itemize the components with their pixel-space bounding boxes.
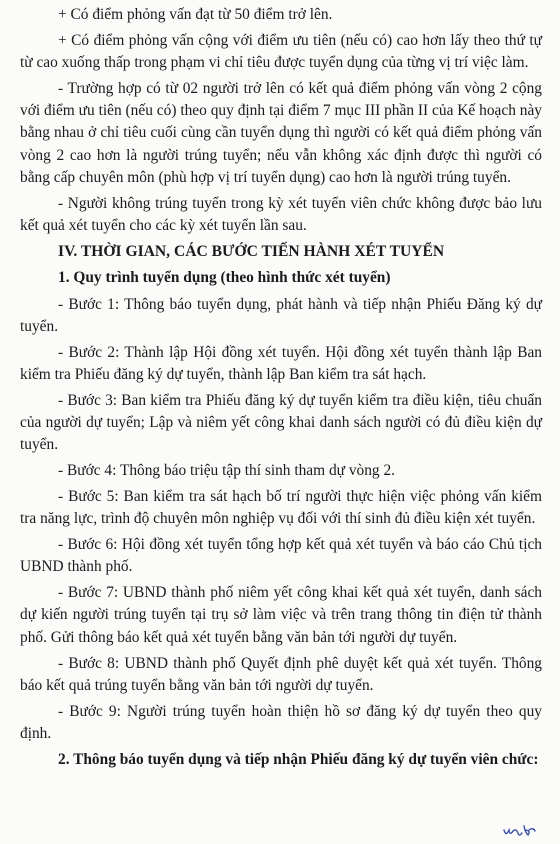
step-item: - Bước 6: Hội đồng xét tuyển tổng hợp kết quả xét tuyển và báo cáo Chủ tịch UBND thành phố.: [20, 536, 542, 576]
subheading-announcement: 2. Thông báo tuyển dụng và tiếp nhận Phiếu đăng ký dự tuyển viên chức:: [58, 750, 539, 768]
paragraph: + Có điểm phỏng vấn cộng với điểm ưu tiên (nếu có) cao hơn lấy theo thứ tự từ cao xuống thấp trong phạm vi chỉ tiêu được tuyển dụng của từng vị trí việc làm.: [20, 31, 542, 72]
step-item: - Bước 1: Thông báo tuyển dụng, phát hành và tiếp nhận Phiếu Đăng ký dự tuyển.: [20, 295, 542, 335]
section-heading: IV. THỜI GIAN, CÁC BƯỚC TIẾN HÀNH XÉT TUYỂN: [58, 242, 445, 260]
step-item: - Bước 2: Thành lập Hội đồng xét tuyển. Hội đồng xét tuyển thành lập Ban kiểm tra Phiếu đăng ký dự tuyển, thành lập Ban kiểm tra sát hạch.: [20, 343, 542, 383]
step-item: - Bước 8: UBND thành phố Quyết định phê duyệt kết quả xét tuyển. Thông báo kết quả trúng tuyển bằng văn bản tới người dự tuyển.: [20, 654, 542, 694]
handwritten-signature: [502, 822, 538, 840]
step-item: - Bước 4: Thông báo triệu tập thí sinh tham dự vòng 2.: [58, 462, 396, 480]
step-item: - Bước 3: Ban kiểm tra Phiếu đăng ký dự tuyển kiểm tra điều kiện, tiêu chuẩn của người dự tuyển; Lập và niêm yết công khai danh sách người có đủ điều kiện dự tuyển.: [20, 391, 542, 454]
paragraph: + Có điểm phỏng vấn đạt từ 50 điểm trở lên.: [58, 6, 333, 23]
paragraph: - Người không trúng tuyển trong kỳ xét tuyển viên chức không được bảo lưu kết quả xét tuyển cho các kỳ xét tuyển lần sau.: [20, 194, 542, 235]
paragraph: - Trường hợp có từ 02 người trở lên có kết quả điểm phỏng vấn vòng 2 cộng với điểm ưu tiên (nếu có) theo quy định tại điểm 7 mục III phần II của Kế hoạch này bằng nhau ở chỉ tiêu cuối cùng cần tuyển dụng thì người có kết quả điểm phỏng vấn vòng 2 cao hơn là người trúng tuyển; nếu vẫn không xác định được thì người có bằng cấp chuyên môn (phù hợp vị trí tuyển dụng) cao hơn là người trúng tuyển.: [20, 79, 542, 187]
step-item: - Bước 7: UBND thành phố niêm yết công khai kết quả xét tuyển, danh sách dự kiến người trúng tuyển tại trụ sở làm việc và trên trang thông tin điện tử thành phố. Gửi thông báo kết quả xét tuyển bằng văn bản tới người dự tuyển.: [20, 584, 542, 646]
step-item: - Bước 5: Ban kiểm tra sát hạch bố trí người thực hiện việc phỏng vấn kiểm tra năng lực, trình độ chuyên môn nghiệp vụ đối với thí sinh đủ điều kiện xét tuyển.: [20, 487, 542, 528]
subheading-procedure: 1. Quy trình tuyển dụng (theo hình thức xét tuyển): [58, 269, 391, 287]
step-item: - Bước 9: Người trúng tuyển hoàn thiện hồ sơ đăng ký dự tuyển theo quy định.: [20, 702, 542, 742]
